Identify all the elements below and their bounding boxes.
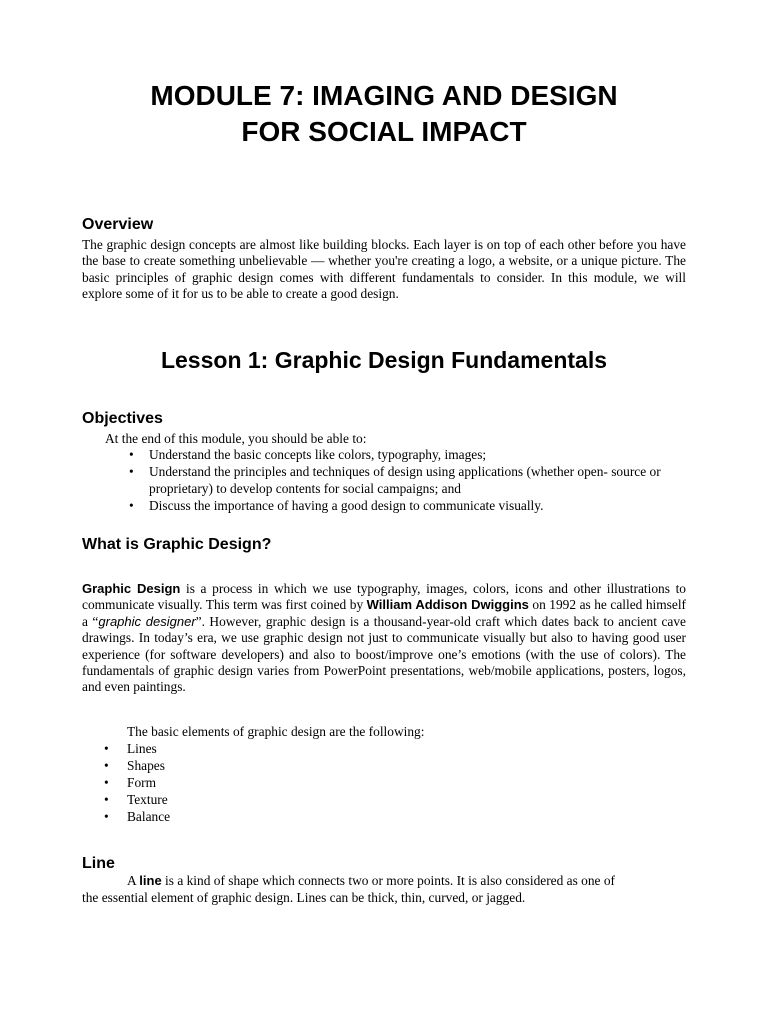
person-name: William Addison Dwiggins [366, 597, 529, 613]
graphic-design-text-1: is a process in which we use typography, images, colors, icons and other illustrations to communicate visually. This term was first coined by [82, 581, 686, 613]
lesson-title: Lesson 1: Graphic Design Fundamentals [160, 347, 608, 373]
element-item: • Shapes [104, 757, 170, 774]
line-paragraph-1 [127, 873, 615, 889]
elements-intro: The basic elements of graphic design are the following: [127, 724, 425, 739]
graphic-design-paragraph [82, 581, 686, 696]
line-text-b: is a kind of shape which connects two or more points. It is also considered as one of [161, 873, 616, 888]
line-paragraph-2: the essential element of graphic design. Lines can be thick, thin, curved, or jagged. [82, 890, 526, 905]
element-item: • Balance [104, 808, 170, 825]
overview-heading: Overview [82, 216, 154, 233]
graphic-designer-term: graphic designer [98, 613, 196, 629]
objectives-list [128, 446, 688, 514]
line-heading: Line [82, 855, 115, 872]
elements-list [104, 740, 170, 825]
objectives-intro: At the end of this module, you should be able to: [105, 431, 367, 446]
element-item: • Form [104, 774, 170, 791]
module-title-line-1: MODULE 7: IMAGING AND DESIGN [150, 80, 618, 111]
graphic-design-text-2: on 1992 as he called himself a “ [82, 597, 687, 629]
graphic-design-term: Graphic Design [82, 581, 181, 596]
graphic-design-text-3: ”. However, graphic design is a thousand-year-old craft which dates back to ancient cave drawings. In today’s era, we use graphic design not just to communicate visually but also to having good user experience (for software developers) and also to boost/improve one’s emotions (with the use of colors). The fundamentals of graphic design varies from PowerPoint presentations, web/mobile applications, posters, logos, and even paintings. [82, 613, 686, 695]
objectives-heading: Objectives [82, 410, 163, 427]
what-is-graphic-design-heading: What is Graphic Design? [82, 536, 272, 553]
line-term: line [139, 873, 162, 888]
element-item: • Lines [104, 740, 170, 757]
objective-item: • Understand the principles and techniques of design using applications (whether open- source or proprietary) to develop contents for social campaigns; and [128, 463, 688, 497]
module-title [0, 78, 768, 150]
objective-item: • Understand the basic concepts like colors, typography, images; [128, 446, 688, 463]
module-title-line-2: FOR SOCIAL IMPACT [241, 116, 527, 147]
line-text-a: A [127, 873, 140, 888]
overview-paragraph: The graphic design concepts are almost like building blocks. Each layer is on top of each other before you have the base to create something unbelievable — whether you're creating a logo, a website, or a unique picture. The basic principles of graphic design comes with different fundamentals to consider. In this module, we will explore some of it for us to be able to create a good design. [82, 237, 686, 302]
element-item: • Texture [104, 791, 170, 808]
objective-item: • Discuss the importance of having a good design to communicate visually. [128, 497, 688, 514]
